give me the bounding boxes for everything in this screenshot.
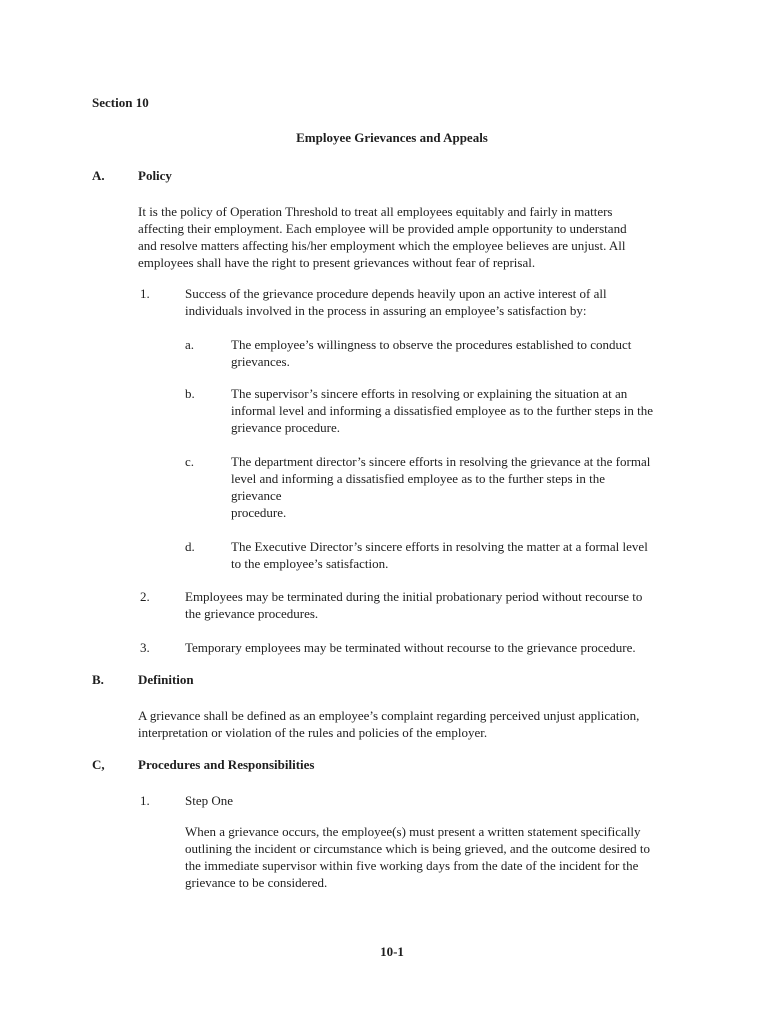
section-c-letter: C,	[92, 757, 105, 772]
document-title: Employee Grievances and Appeals	[296, 130, 488, 145]
sub-item-letter: a.	[185, 337, 195, 352]
sub-item-text: The employee’s willingness to observe the procedures established to conduct grievances.	[231, 337, 632, 369]
section-b-letter: B.	[92, 672, 104, 687]
policy-line: employees shall have the right to present grievances without fear of reprisal.	[138, 255, 536, 270]
policy-line: and resolve matters affecting his/her employment which the employee believes are unjust. All	[138, 238, 626, 253]
list-item-text: Success of the grievance procedure depends heavily upon an active interest of all individuals involved in the process in assuring an employee’s satisfaction by:	[185, 286, 607, 318]
list-item-number: 2.	[140, 589, 150, 604]
section-b-heading: Definition	[138, 672, 194, 687]
sub-item-letter: c.	[185, 454, 195, 469]
sub-item-text: The supervisor’s sincere efforts in resolving or explaining the situation at an informal level and informing a dissatisfied employee as to the further steps in the grievance procedure.	[231, 386, 654, 435]
list-item-number: 1.	[140, 286, 150, 301]
policy-line: affecting their employment. Each employee will be provided ample opportunity to understand	[138, 221, 627, 236]
sub-item-text: The Executive Director’s sincere efforts in resolving the matter at a formal level to the employee’s satisfaction.	[231, 539, 648, 571]
policy-line: It is the policy of Operation Threshold to treat all employees equitably and fairly in matters	[138, 204, 613, 219]
sub-item-text: The department director’s sincere efforts in resolving the grievance at the formal level and informing a dissatisfied employee as to the further steps in the grievance procedure.	[231, 454, 651, 520]
list-item-text: Temporary employees may be terminated without recourse to the grievance procedure.	[185, 640, 636, 655]
policy-paragraph	[138, 203, 627, 271]
definition-paragraph: A grievance shall be defined as an employee’s complaint regarding perceived unjust application, interpretation or violation of the rules and policies of the employer.	[138, 708, 640, 740]
section-a-letter: A.	[92, 168, 105, 183]
page-number: 10-1	[380, 944, 404, 959]
section-a-heading: Policy	[138, 168, 172, 183]
list-item-number: 3.	[140, 640, 150, 655]
list-item-text: Employees may be terminated during the initial probationary period without recourse to the grievance procedures.	[185, 589, 643, 621]
section-c-heading: Procedures and Responsibilities	[138, 757, 315, 772]
section-label: Section 10	[92, 95, 149, 110]
step-one-paragraph: When a grievance occurs, the employee(s) must present a written statement specifically outlining the incident or circumstance which is being grieved, and the outcome desired to the immediate supervisor within five working days from the date of the incident for the grievance to be considered.	[185, 824, 650, 890]
sub-item-letter: b.	[185, 386, 195, 401]
step-title: Step One	[185, 793, 234, 808]
list-item-number: 1.	[140, 793, 150, 808]
sub-item-letter: d.	[185, 539, 195, 554]
